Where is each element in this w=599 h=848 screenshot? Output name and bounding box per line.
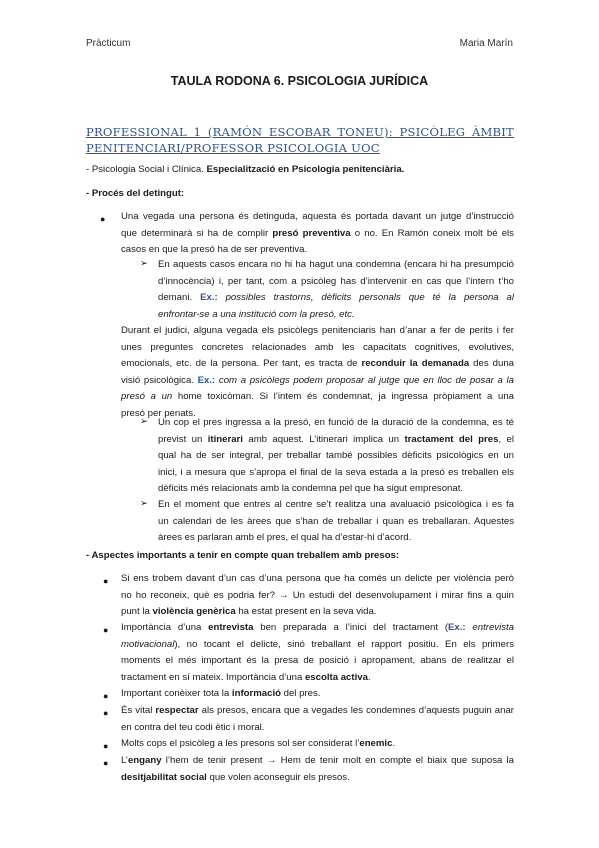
bold-text: desitjabilitat social [121,771,207,783]
example-label: Ex.: [448,622,466,633]
text-line [121,604,514,621]
text-line [121,620,514,637]
text: punt la [121,606,153,617]
intro-bold: Especialització en Psicologia penitenciària. [206,164,405,175]
text: ha estat present en la seva vida. [235,606,377,617]
text: que determinarà si ha de complir [121,227,273,239]
aspectes-heading: - Aspectes importants a tenir en compte quan treballem amb presos: [86,550,400,561]
text-line [121,356,514,373]
text: del pres. [280,688,321,699]
text: L’ [121,755,128,766]
text: amb aquest. L’itinerari implica un [242,433,405,445]
text: demani. [158,292,201,303]
text: Molts cops el psicòleg a les presons sol ser considerat l’ [121,738,360,749]
intro-prefix: - Psicologia Social i Clínica. [86,164,207,175]
text-line: unes preguntes concretes relacionades amb les capacitats cognitives, evolutives, [121,341,514,353]
arrow-bullet-icon: ➢ [140,416,148,427]
bold-text: escolta activa [304,671,368,683]
text: , el [498,433,514,445]
aspectes-bullet-4 [121,703,514,736]
aspectes-bullet-1 [121,571,514,621]
proces-arrow-3 [158,497,514,547]
bold-text: engany [127,755,162,766]
proces-arrow-1 [158,257,514,323]
text-line: d’innocència) i, per tant, com a psicòleg has d’intervenir en cas que l’intern t’ho [158,275,514,287]
bold-text: violència genèrica [152,606,236,617]
text-line: en contra del teu codi ètic i moral. [121,721,265,733]
text: tractament en sí mateix. Importància d’una [121,671,305,683]
text-line [121,703,514,720]
bullet-dot: ● [103,625,109,635]
page-title: TAULA RODONA 6. PSICOLOGIA JURÍDICA [170,74,429,88]
text-line [121,637,514,654]
text: que volen aconseguir els presos. [206,771,350,783]
text: visió psicològica. [121,374,198,386]
text: als presos, encara que a vegades les condemnes d’aquests puguin anar [198,705,514,716]
arrow-bullet-icon: ➢ [140,498,148,509]
bullet-dot: ● [100,214,106,224]
bold-text: tractament del pres [404,433,499,445]
text-line [158,432,514,449]
text: l’hem de tenir present → Hem de tenir molt en compte el biaix que suposa la [161,755,514,766]
example-label: Ex.: [197,374,216,386]
text-line [121,226,514,243]
proces-paragraph [121,323,514,422]
italic-text: entrevista [465,622,514,633]
text-line: Durant el judici, alguna vegada els psicòlegs penitenciaris han d’anar a fer de perits i fer [121,325,514,336]
text-line [121,686,514,703]
bold-text: itinerari [207,433,243,445]
bold-text: entrevista [208,622,254,633]
text: o no. En Ramón coneix molt bé els [350,227,514,239]
text-line: moments el més important és la presa de posició i apropament, abans de realitzar el [121,655,514,666]
aspectes-bullet-5 [121,736,514,753]
text-line: Un cop el pres ingressa a la presó, en funció de la duració de la condemna, es té [158,417,514,428]
bullet-dot: ● [103,576,109,586]
bold-text: reconduir la demanada [361,358,470,369]
text: des duna [469,358,514,369]
proces-heading: - Procés del detingut: [86,188,185,199]
bold-text: presó preventiva [272,227,351,239]
italic-text: possibles trastorns, dèficits personals que té la persona al [217,292,515,303]
section-heading-line2: PENITENCIARI/PROFESSOR PSICOLOGIA UOC [86,141,380,155]
text-line: àrees es parlaran amb el pres, el qual ha d’estar-hi d’acord. [158,532,412,543]
text-line [121,736,514,753]
bold-text: respectar [155,705,199,716]
text: . [367,671,371,683]
text-line: no ho reconeix, què es podria fer? → Un estudi del desenvolupament i mirar fins a quin [121,589,514,601]
bullet-dot: ● [103,741,109,751]
bullet-dot: ● [103,758,109,768]
text-line: enfrontar-se a una institució com la presó, etc. [158,308,355,320]
text-line: Si ens trobem davant d’un cas d’una persona que ha comés un delicte per violència però [121,573,514,584]
text: . [392,738,396,749]
arrow-bullet-icon: ➢ [140,258,148,269]
text: Importància d’una [121,622,209,633]
text: És vital [121,705,156,716]
text-line: presó per penats. [121,407,196,419]
example-label: Ex.: [200,292,218,303]
aspectes-bullet-6 [121,753,514,786]
text-line [121,753,514,770]
italic-text: motivacional [121,638,175,650]
text-line: qual ha de ser integral, per treballar també possibles dèficits psicològics en un [158,450,514,461]
section-heading-line1: PROFESSIONAL 1 (RAMÓN ESCOBAR TONEU): PSICÒLEG ÀMBIT [86,125,514,139]
text-line [121,373,514,390]
bullet-dot: ● [103,708,109,718]
aspectes-bullet-3 [121,686,514,703]
bold-text: enemic [359,738,393,749]
proces-bullet-1 [121,209,514,259]
text: previst un [158,433,208,445]
bold-text: informació [231,688,281,699]
text: Important conèixer tota la [121,688,232,699]
italic-text: presó a un [121,391,173,402]
text-line [158,290,514,307]
text: home toxicòman. Si l’intem és condemnat, ja ingressa pròpiament a una [172,391,515,402]
intro-line [86,162,404,179]
text-line: un calendari de les àrees que s’han de treballar i quan es treballaran. Aquestes [158,515,514,527]
proces-arrow-2 [158,415,514,498]
aspectes-bullet-2 [121,620,514,686]
header-right: Maria Marín [459,38,513,49]
text: ben preparada a l’inici del tractament ( [253,622,449,633]
text-line: En el moment que entres al centre se’t realitza una avaluació psicològica i es fa [158,499,514,510]
text-line [121,670,514,687]
text-line [121,389,514,406]
text-line: dèficits més relacionats amb la condemna pel que ha sigut empresonat. [158,483,464,494]
text-line: inici, i a mesura que s’apropa el final de la seva estada a la presó es treballen els [158,466,514,478]
text-line: Una vegada una persona és detinguda, aquesta és portada davant un jutge d’instrucció [121,211,514,222]
bullet-dot: ● [103,691,109,701]
text-line: En aquests casos encara no hi ha hagut una condemna (encara hi ha presumpció [158,259,514,270]
text: ), no tocant el delicte, sinó treballant el rapport positiu. En els primers [174,638,514,650]
text: emocionals, etc. de la persona. Per tant, es tracta de [121,358,362,369]
header-left: Pràcticum [86,38,131,49]
italic-text: com a psicòlegs podem proposar al jutge que en lloc de posar a la [215,374,514,386]
text-line: casos en que la presó ha de ser preventiva. [121,244,308,255]
text-line [121,770,514,787]
